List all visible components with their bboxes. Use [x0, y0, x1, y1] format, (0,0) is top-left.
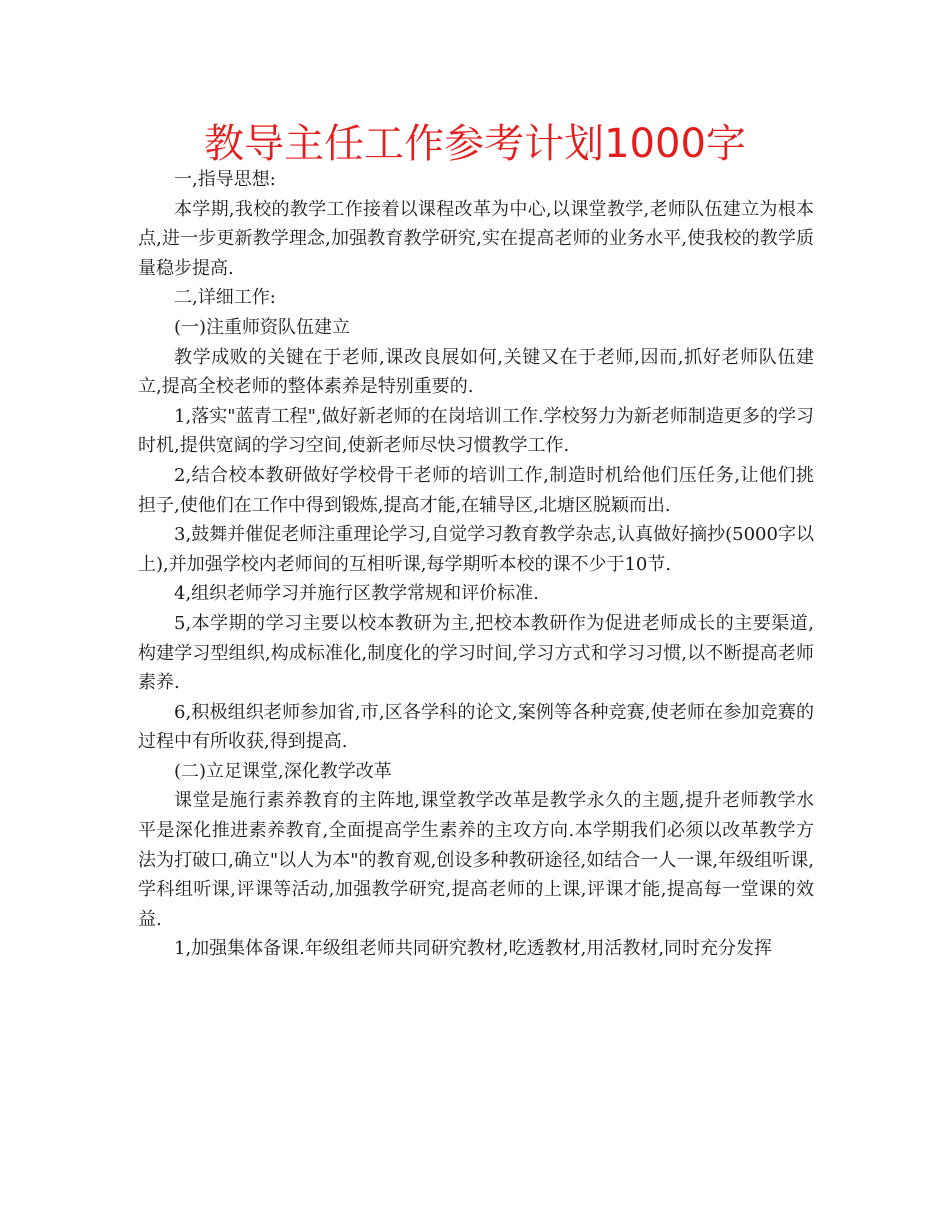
list-item: 4,组织老师学习并施行区教学常规和评价标准. — [174, 583, 539, 605]
subsection-heading-teacher-team: (一)注重师资队伍建立 — [174, 316, 351, 338]
section-heading-guiding-thought: 一,指导思想: — [174, 169, 276, 190]
body-paragraph: 教学成败的关键在于老师,课改良展如何,关键又在于老师,因而,抓好老师队伍建立,提高全校老师的整体素养是特别重要的. — [138, 346, 814, 398]
body-paragraph: 课堂是施行素养教育的主阵地,课堂教学改革是教学永久的主题,提升老师教学水平是深化推进素养教育,全面提高学生素养的主攻方向.本学期我们必须以改革教学方法为打破口,确立"以人为本"的教育观,创设多种教研途径,如结合一人一课,年级组听课,学科组听课,评课等活动,加强教学研究,提高老师的上课,评课才能,提高每一堂课的效益. — [138, 790, 814, 930]
list-item: 1,加强集体备课.年级组老师共同研究教材,吃透教材,用活教材,同时充分发挥 — [174, 938, 773, 960]
list-item: 6,积极组织老师参加省,市,区各学科的论文,案例等各种竞赛,使老师在参加竞赛的过程中有所收获,得到提高. — [138, 701, 814, 753]
document-body — [138, 165, 814, 964]
section-heading-detailed-work: 二,详细工作: — [174, 287, 276, 309]
subsection-heading-classroom: (二)立足课堂,深化教学改革 — [174, 760, 392, 782]
list-item: 3,鼓舞并催促老师注重理论学习,自觉学习教育教学杂志,认真做好摘抄(5000字以上),并加强学校内老师间的互相听课,每学期听本校的课不少于10节. — [138, 524, 814, 575]
list-item: 2,结合校本教研做好学校骨干老师的培训工作,制造时机给他们压任务,让他们挑担子,使他们在工作中得到锻炼,提高才能,在辅导区,北塘区脱颖而出. — [138, 464, 814, 516]
list-item: 1,落实"蓝青工程",做好新老师的在岗培训工作.学校努力为新老师制造更多的学习时机,提供宽阔的学习空间,使新老师尽快习惯教学工作. — [138, 405, 814, 457]
document-title: 教导主任工作参考计划1000字 — [204, 121, 746, 167]
list-item: 5,本学期的学习主要以校本教研为主,把校本教研作为促进老师成长的主要渠道,构建学习型组织,构成标准化,制度化的学习时间,学习方式和学习习惯,以不断提高老师素养. — [138, 612, 814, 694]
body-paragraph: 本学期,我校的教学工作接着以课程改革为中心,以课堂教学,老师队伍建立为根本点,进一步更新教学理念,加强教育教学研究,实在提高老师的业务水平,使我校的教学质量稳步提高. — [138, 198, 814, 279]
